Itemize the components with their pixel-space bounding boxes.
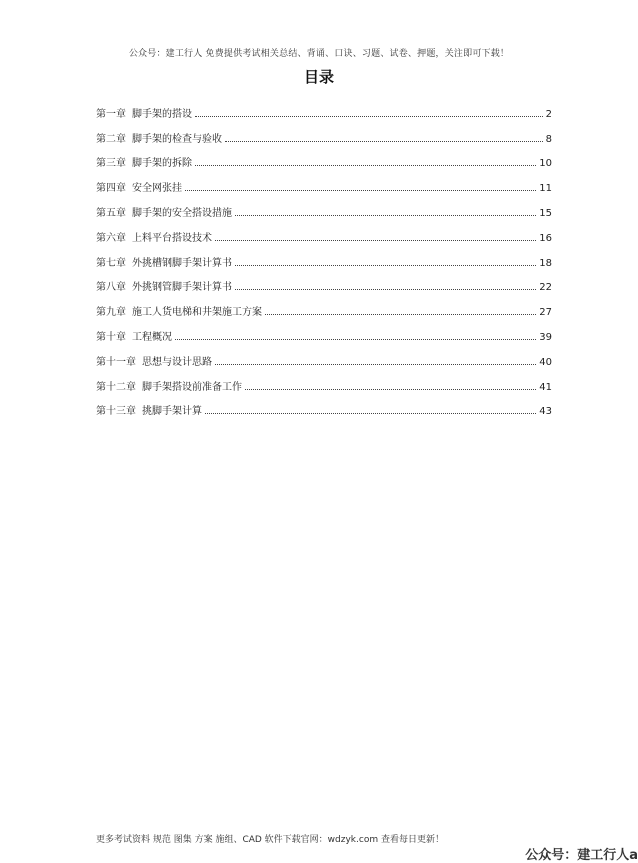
- toc-page-number: 8: [545, 133, 552, 145]
- toc-leader-dots: [205, 412, 536, 414]
- toc-chapter: 第四章: [96, 183, 126, 195]
- toc-chapter: 第十章: [96, 331, 126, 343]
- toc-page-number: 39: [539, 331, 552, 343]
- toc-entry-7[interactable]: [96, 244, 552, 269]
- toc-entry-1[interactable]: [96, 95, 552, 120]
- toc-entry-12[interactable]: [96, 368, 552, 393]
- toc-label: 外挑槽钢脚手架计算书: [132, 257, 232, 269]
- toc-page-number: 15: [539, 207, 552, 219]
- toc-entry-6[interactable]: [96, 219, 552, 244]
- toc-label: 外挑钢管脚手架计算书: [132, 282, 232, 294]
- toc-label: 脚手架的安全搭设措施: [132, 207, 232, 219]
- toc-label: 脚手架的搭设: [132, 108, 192, 120]
- toc-leader-dots: [195, 115, 543, 117]
- toc-leader-dots: [235, 288, 536, 290]
- toc-leader-dots: [195, 164, 536, 166]
- toc-entry-9[interactable]: [96, 293, 552, 318]
- toc-label: 施工人货电梯和井架施工方案: [132, 307, 262, 319]
- toc-page-number: 41: [539, 381, 552, 393]
- toc-entry-11[interactable]: [96, 343, 552, 368]
- toc-page-number: 18: [539, 257, 552, 269]
- toc-chapter: 第八章: [96, 282, 126, 294]
- toc-chapter: 第九章: [96, 307, 126, 319]
- toc-chapter: 第十二章: [96, 381, 136, 393]
- toc-page-number: 22: [539, 282, 552, 294]
- footer-note: 更多考试资料 规范 图集 方案 施组、CAD 软件下载官网：wdzyk.com 查看每日更新！: [96, 835, 444, 845]
- toc-label: 思想与设计思路: [142, 356, 212, 368]
- toc-leader-dots: [175, 338, 536, 340]
- toc-chapter: 第十三章: [96, 406, 136, 418]
- toc-label: 脚手架的拆除: [132, 158, 192, 170]
- toc-title: 目录: [303, 68, 334, 86]
- toc-leader-dots: [215, 363, 536, 365]
- toc-leader-dots: [215, 239, 536, 241]
- toc-leader-dots: [265, 313, 536, 315]
- wechat-account-badge: 公众号：建工行人a: [525, 848, 638, 863]
- toc-label: 安全网张挂: [132, 183, 182, 195]
- toc-chapter: 第七章: [96, 257, 126, 269]
- toc-entry-10[interactable]: [96, 318, 552, 343]
- toc-chapter: 第十一章: [96, 356, 136, 368]
- toc-label: 上料平台搭设技术: [132, 232, 212, 244]
- toc-page-number: 40: [539, 356, 552, 368]
- toc-leader-dots: [235, 214, 536, 216]
- toc-entry-5[interactable]: [96, 194, 552, 219]
- toc-leader-dots: [245, 388, 536, 390]
- toc-page-number: 11: [539, 183, 552, 195]
- toc-page-number: 16: [539, 232, 552, 244]
- toc-entry-2[interactable]: [96, 120, 552, 145]
- toc-label: 挑脚手架计算: [142, 406, 202, 418]
- toc-label: 工程概况: [132, 331, 172, 343]
- toc-entry-3[interactable]: [96, 145, 552, 170]
- toc-page-number: 43: [539, 406, 552, 418]
- toc-page-number: 2: [545, 108, 552, 120]
- toc-entry-4[interactable]: [96, 169, 552, 194]
- table-of-contents: [96, 95, 552, 417]
- toc-label: 脚手架搭设前准备工作: [142, 381, 242, 393]
- toc-chapter: 第三章: [96, 158, 126, 170]
- header-note: 公众号：建工行人 免费提供考试相关总结、背诵、口诀、习题、试卷、押题，关注即可下载！: [128, 49, 510, 59]
- toc-chapter: 第二章: [96, 133, 126, 145]
- toc-page-number: 27: [539, 307, 552, 319]
- toc-chapter: 第六章: [96, 232, 126, 244]
- toc-leader-dots: [235, 264, 536, 266]
- toc-leader-dots: [225, 140, 543, 142]
- toc-page-number: 10: [539, 158, 552, 170]
- toc-chapter: 第五章: [96, 207, 126, 219]
- toc-leader-dots: [185, 189, 536, 191]
- toc-label: 脚手架的检查与验收: [132, 133, 222, 145]
- toc-chapter: 第一章: [96, 108, 126, 120]
- toc-entry-13[interactable]: [96, 393, 552, 418]
- toc-entry-8[interactable]: [96, 269, 552, 294]
